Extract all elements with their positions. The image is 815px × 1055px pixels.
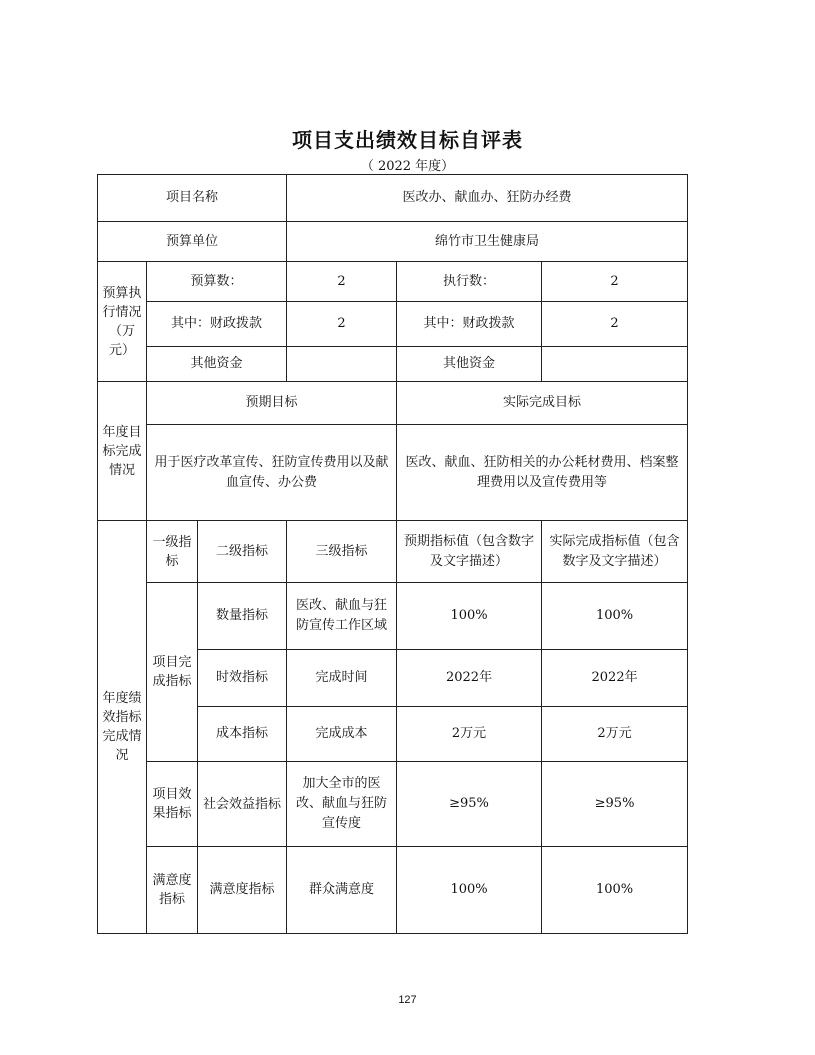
exec-section-label: 预算执行情况（万元） — [98, 262, 147, 382]
budget-unit-label: 预算单位 — [98, 222, 287, 262]
table-row-expected: 100% — [397, 583, 542, 650]
table-row-level3: 加大全市的医改、献血与狂防宣传度 — [287, 762, 397, 847]
table-row-expected: 100% — [397, 847, 542, 934]
level1-project-effect: 项目效果指标 — [147, 762, 198, 847]
level1-header: 一级指标 — [147, 521, 198, 583]
table-row-level3: 群众满意度 — [287, 847, 397, 934]
year-subtitle: （ 2022 年度） — [360, 159, 455, 174]
project-name-value: 医改办、献血办、狂防办经费 — [287, 175, 688, 222]
table-row-actual: 2022年 — [542, 650, 688, 707]
table-row-expected: ≥95% — [397, 762, 542, 847]
budget-unit-value: 绵竹市卫生健康局 — [287, 222, 688, 262]
table-row-actual: 100% — [542, 847, 688, 934]
fiscal-value-budget: 2 — [287, 302, 397, 347]
table-row-level2: 数量指标 — [198, 583, 287, 650]
table-row-level2: 满意度指标 — [198, 847, 287, 934]
indicator-section-label: 年度绩效指标完成情况 — [98, 521, 147, 934]
other-funds-value-budget — [287, 347, 397, 382]
budget-value: 2 — [287, 262, 397, 302]
table-row-actual: 100% — [542, 583, 688, 650]
table-row-expected: 2万元 — [397, 707, 542, 762]
table-row-actual: ≥95% — [542, 762, 688, 847]
other-funds-label-executed: 其他资金 — [397, 347, 542, 382]
table-row-level3: 完成成本 — [287, 707, 397, 762]
executed-label: 执行数： — [397, 262, 542, 302]
fiscal-label-budget: 其中：财政拨款 — [147, 302, 287, 347]
level3-header: 三级指标 — [287, 521, 397, 583]
table-row-level2: 社会效益指标 — [198, 762, 287, 847]
self-evaluation-table — [97, 174, 688, 934]
actual-goal-header: 实际完成目标 — [397, 382, 688, 425]
fiscal-value-executed: 2 — [542, 302, 688, 347]
table-row-expected: 2022年 — [397, 650, 542, 707]
executed-value: 2 — [542, 262, 688, 302]
actual-value-header: 实际完成指标值（包含数字及文字描述） — [542, 521, 688, 583]
expected-value-header: 预期指标值（包含数字及文字描述） — [397, 521, 542, 583]
expected-goal-text: 用于医疗改革宣传、狂防宣传费用以及献血宣传、办公费 — [147, 425, 397, 521]
actual-goal-text: 医改、献血、狂防相关的办公耗材费用、档案整理费用以及宣传费用等 — [397, 425, 688, 521]
page-number: 127 — [398, 994, 417, 1006]
other-funds-label-budget: 其他资金 — [147, 347, 287, 382]
budget-label: 预算数： — [147, 262, 287, 302]
table-row-level2: 成本指标 — [198, 707, 287, 762]
fiscal-label-executed: 其中：财政拨款 — [397, 302, 542, 347]
level1-project-completion: 项目完成指标 — [147, 583, 198, 762]
expected-goal-header: 预期目标 — [147, 382, 397, 425]
level1-satisfaction: 满意度指标 — [147, 847, 198, 934]
project-name-label: 项目名称 — [98, 175, 287, 222]
table-row-actual: 2万元 — [542, 707, 688, 762]
table-row-level3: 完成时间 — [287, 650, 397, 707]
table-row-level3: 医改、献血与狂防宣传工作区域 — [287, 583, 397, 650]
goal-section-label: 年度目标完成情况 — [98, 382, 147, 521]
table-row-level2: 时效指标 — [198, 650, 287, 707]
page-title: 项目支出绩效目标自评表 — [292, 128, 523, 152]
other-funds-value-executed — [542, 347, 688, 382]
level2-header: 二级指标 — [198, 521, 287, 583]
